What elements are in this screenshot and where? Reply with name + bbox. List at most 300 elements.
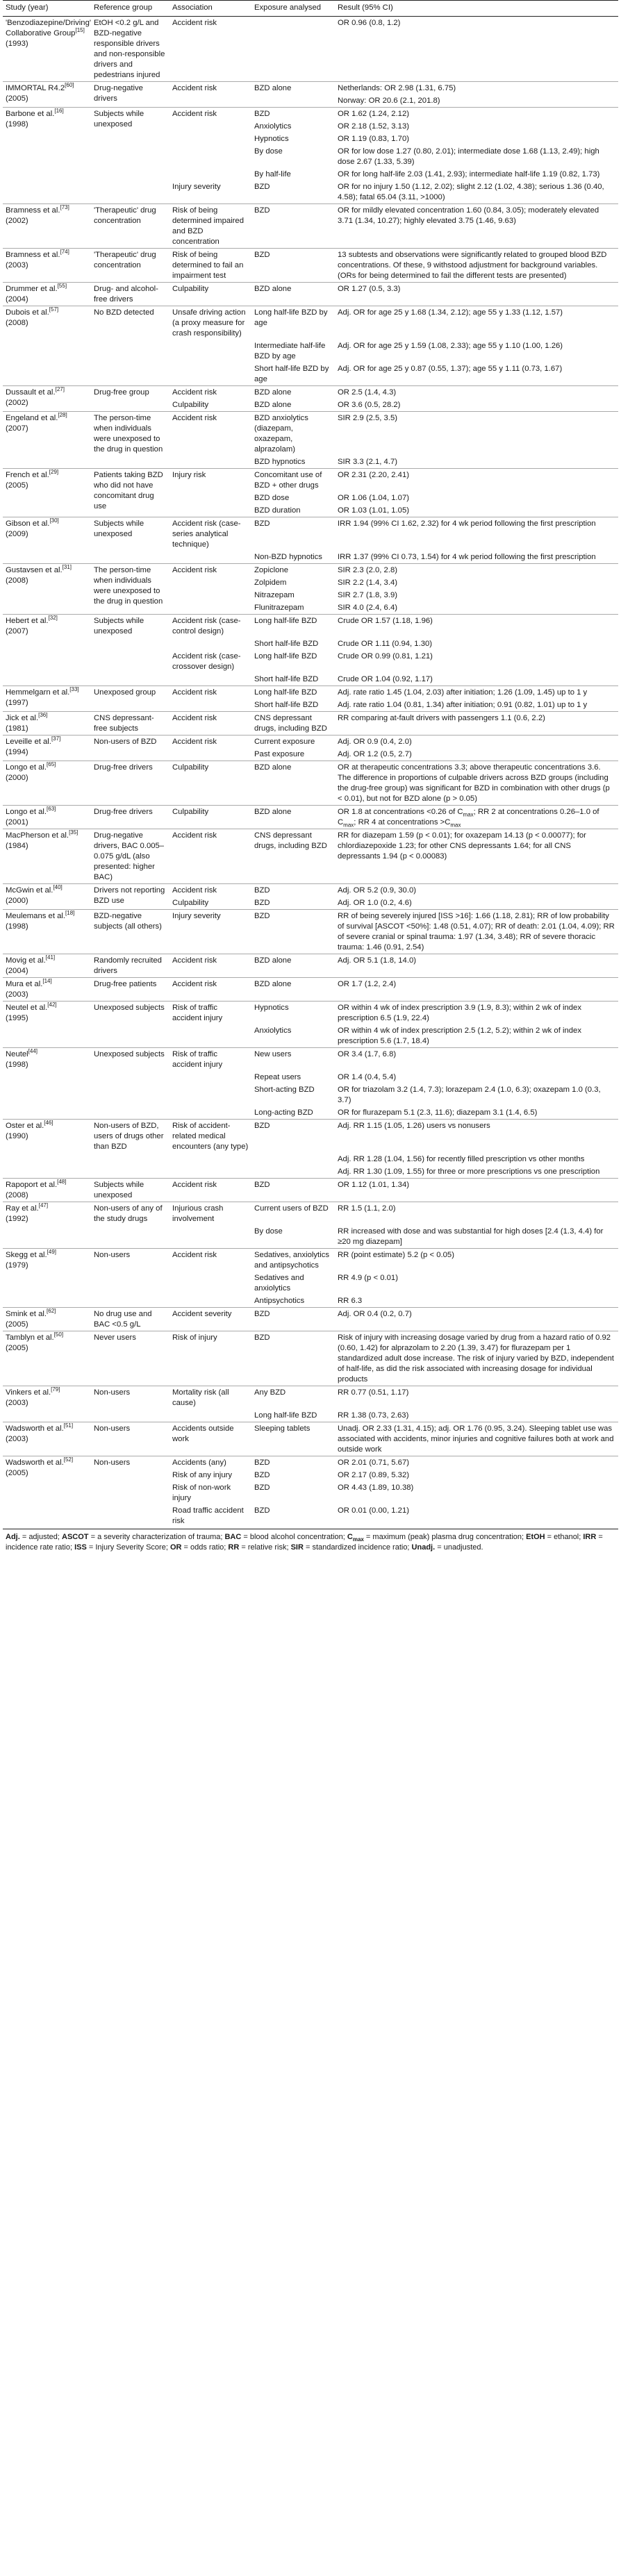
study-row xyxy=(3,17,618,82)
cell-study xyxy=(3,386,91,412)
cell-association: Accident risk xyxy=(169,1179,251,1202)
cell-exposure: Intermediate half-life BZD by age xyxy=(254,342,326,360)
study-row xyxy=(3,736,618,749)
cell-result: OR for no injury 1.50 (1.12, 2.02); slight 2.12 (1.02, 4.38); serious 1.36 (0.40, 4.58); fatal 65.04 (3.11, >1000) xyxy=(338,183,604,201)
study-row xyxy=(3,1308,618,1331)
study-name: Skegg et al. xyxy=(6,1251,47,1259)
study-row xyxy=(3,564,618,577)
cell-study xyxy=(3,564,91,615)
study-row xyxy=(3,283,618,306)
cell-exposure: Past exposure xyxy=(254,750,305,758)
study-name: Movig et al. xyxy=(6,956,46,965)
cell-result: Adj. OR for age 25 y 1.59 (1.08, 2.33); age 55 y 1.10 (1.00, 1.26) xyxy=(338,342,563,350)
cell-association xyxy=(169,1024,251,1048)
cell-association xyxy=(169,1225,251,1249)
cell-association xyxy=(169,1409,251,1422)
cell-result: OR within 4 wk of index prescription 3.9 (1.9, 8.3); within 2 wk of index prescription 6.5 (1.9, 22.4) xyxy=(335,1002,618,1025)
cell-exposure: Sedatives, anxiolytics and antipsychotics xyxy=(251,1249,335,1272)
cell-reference xyxy=(91,306,169,386)
cell-reference xyxy=(91,1179,169,1202)
cell-exposure: BZD xyxy=(251,910,335,954)
abbreviation: SIR xyxy=(290,1543,304,1552)
cell-exposure: Sedatives and anxiolytics xyxy=(254,1274,304,1293)
abbreviation-definition: = relative risk; xyxy=(239,1543,291,1552)
study-year: (1990) xyxy=(6,1132,28,1140)
study-ref: [65] xyxy=(47,761,56,768)
abbreviation-definition: = Injury Severity Score; xyxy=(86,1543,170,1552)
abbreviation: RR xyxy=(228,1543,240,1552)
cell-exposure: BZD hypnotics xyxy=(254,458,306,466)
cell-association xyxy=(169,1295,251,1308)
cell-study xyxy=(3,910,91,954)
cell-exposure: Long half-life BZD xyxy=(251,686,335,699)
cell-result: Netherlands: OR 2.98 (1.31, 6.75) xyxy=(335,82,618,95)
header-study: Study (year) xyxy=(3,1,91,17)
study-row xyxy=(3,910,618,954)
cell-exposure: BZD dose xyxy=(254,494,290,502)
study-year: (1981) xyxy=(6,724,28,733)
cell-study xyxy=(3,306,91,386)
study-ref: [74] xyxy=(60,249,69,256)
result-part: ; RR 2 at concentrations 0.26–1.0 of C xyxy=(338,808,599,826)
cell-association: Risk of accident-related medical encounters (any type) xyxy=(169,1120,251,1154)
cell-association: Culpability xyxy=(169,806,251,829)
study-ref: [48] xyxy=(57,1179,67,1186)
reference-group: Non-users of any of the study drugs xyxy=(94,1204,163,1223)
study-ref: [18] xyxy=(65,910,75,917)
cell-exposure: BZD xyxy=(251,1456,335,1470)
cell-result: Adj. RR 1.28 (1.04, 1.56) for recently filled prescription vs other months xyxy=(338,1155,585,1163)
abbreviation-definition: = a severity characterization of trauma; xyxy=(88,1533,225,1541)
study-row xyxy=(3,517,618,551)
cell-result: OR 1.7 (1.2, 2.4) xyxy=(335,978,618,1002)
reference-group: 'Therapeutic' drug concentration xyxy=(94,251,156,269)
study-row xyxy=(3,1456,618,1470)
study-ref: [35] xyxy=(69,829,78,836)
cell-result: OR 1.06 (1.04, 1.07) xyxy=(338,494,409,502)
reference-group: 'Therapeutic' drug concentration xyxy=(94,206,156,225)
study-name: Wadsworth et al. xyxy=(6,1459,64,1467)
study-ref: [16] xyxy=(54,108,64,115)
cell-association: Accident risk xyxy=(169,736,251,749)
header-reference-group: Reference group xyxy=(91,1,169,17)
study-row xyxy=(3,712,618,736)
cell-exposure: By half-life xyxy=(254,170,291,178)
result-part: ; RR 4 at concentrations >C xyxy=(354,818,451,826)
study-ref: [30] xyxy=(49,517,59,524)
cell-result: OR 2.17 (0.89, 5.32) xyxy=(338,1471,409,1479)
cell-result: RR increased with dose and was substantial for high doses [2.4 (1.3, 4.4) for ≥20 mg diazepam] xyxy=(338,1227,604,1246)
study-name: 'Benzodiazepine/Driving' Collaborative Group xyxy=(6,19,92,38)
study-row xyxy=(3,204,618,249)
cell-study xyxy=(3,1331,91,1386)
study-row xyxy=(3,686,618,699)
study-ref: [47] xyxy=(38,1202,49,1209)
cell-study xyxy=(3,517,91,564)
cell-association xyxy=(169,1153,251,1165)
cell-association: Culpability xyxy=(172,899,209,907)
cell-association xyxy=(169,1106,251,1120)
cell-study xyxy=(3,1179,91,1202)
reference-group: Drug-free drivers xyxy=(94,808,153,816)
cell-exposure: BZD xyxy=(254,1506,270,1515)
cell-association: Risk of any injury xyxy=(172,1471,233,1479)
cell-association xyxy=(169,1083,251,1106)
study-row xyxy=(3,249,618,283)
cell-result: RR 1.38 (0.73, 2.63) xyxy=(338,1411,409,1420)
study-year: (1992) xyxy=(6,1215,28,1223)
study-name: Gustavsen et al. xyxy=(6,566,63,574)
reference-group: No BZD detected xyxy=(94,308,154,317)
cell-association xyxy=(169,576,251,589)
study-year: (1979) xyxy=(6,1261,28,1270)
study-ref: [42] xyxy=(47,1002,57,1008)
study-ref: [41] xyxy=(45,954,56,961)
reference-group: The person-time when individuals were unexposed to the drug in question xyxy=(94,566,163,606)
cell-result: RR 0.77 (0.51, 1.17) xyxy=(335,1386,618,1410)
cell-result: OR 4.43 (1.89, 10.38) xyxy=(338,1484,414,1492)
cell-result: Adj. OR 5.1 (1.8, 14.0) xyxy=(335,954,618,978)
cell-exposure: BZD xyxy=(254,183,270,191)
table-footnote xyxy=(3,1529,618,1557)
study-name: Barbone et al. xyxy=(6,110,55,118)
study-ref: [33] xyxy=(69,686,79,693)
study-row xyxy=(3,978,618,1002)
study-row xyxy=(3,1386,618,1410)
study-name: MacPherson et al. xyxy=(6,831,69,840)
cell-association: Unsafe driving action (a proxy measure for crash responsibility) xyxy=(169,306,251,340)
cell-exposure: Short half-life BZD xyxy=(254,701,319,709)
study-ref: [37] xyxy=(51,736,61,742)
cell-result: OR for mildly elevated concentration 1.60 (0.84, 3.05); moderately elevated 3.71 (1.34, 10.27); highly elevated 3.75 (1.46, 9.63) xyxy=(335,204,618,249)
reference-group: Non-users xyxy=(94,1388,131,1397)
study-name: Jick et al. xyxy=(6,714,39,722)
study-year: (2004) xyxy=(6,967,28,975)
cell-result: Unadj. OR 2.33 (1.31, 4.15); adj. OR 1.76 (0.95, 3.24). Sleeping tablet use was associated with accidents, minor injuries and cognitive failures both at work and outside work xyxy=(335,1422,618,1456)
studies-table xyxy=(3,0,618,1527)
study-name: Wadsworth et al. xyxy=(6,1424,64,1433)
cell-association xyxy=(169,145,251,168)
cell-association: Risk of injury xyxy=(169,1331,251,1386)
study-row xyxy=(3,1120,618,1154)
cell-association xyxy=(169,168,251,181)
cell-association: Culpability xyxy=(169,761,251,806)
study-name: French et al. xyxy=(6,471,49,479)
cell-result: RR of being severely injured [ISS >16]: 1.66 (1.18, 2.81); RR of low probability of survival [ASCOT <50%]: 1.48 (0.51, 4.07); RR of death: 2.01 (1.04, 4.09); RR of severe cranial or spinal trauma: 1.97 (1.34, 3.48); RR of severe thoracic trauma: 1.46 (0.91, 2.54) xyxy=(335,910,618,954)
reference-group: Drug-negative drivers, BAC 0.005–0.075 g/dL (also presented: higher BAC) xyxy=(94,831,165,881)
cell-exposure: BZD xyxy=(251,1308,335,1331)
cell-exposure: Hypnotics xyxy=(251,1002,335,1025)
cell-result: Adj. OR for age 25 y 1.68 (1.34, 2.12); age 55 y 1.33 (1.12, 1.57) xyxy=(335,306,618,340)
cell-exposure: Anxiolytics xyxy=(254,122,292,131)
study-name: Hebert et al. xyxy=(6,617,49,625)
study-name: IMMORTAL R4.2 xyxy=(6,84,65,92)
study-name: Dubois et al. xyxy=(6,308,49,317)
study-ref: [40] xyxy=(53,884,63,891)
abbreviation: C xyxy=(347,1533,353,1541)
cell-reference xyxy=(91,204,169,249)
cell-exposure: BZD xyxy=(254,1484,270,1492)
study-row xyxy=(3,954,618,978)
cell-reference xyxy=(91,712,169,736)
cell-study xyxy=(3,736,91,761)
cell-result: OR 1.12 (1.01, 1.34) xyxy=(335,1179,618,1202)
cell-association xyxy=(169,120,251,133)
study-year: (2008) xyxy=(6,1191,28,1199)
cell-association: Accident severity xyxy=(169,1308,251,1331)
cell-reference xyxy=(91,884,169,910)
cell-result: SIR 2.2 (1.4, 3.4) xyxy=(338,579,398,587)
cell-reference xyxy=(91,1002,169,1048)
cell-study xyxy=(3,1422,91,1456)
reference-group: Non-users xyxy=(94,1424,131,1433)
study-name: Tamblyn et al. xyxy=(6,1333,54,1342)
study-year: (2001) xyxy=(6,818,28,826)
study-year: (2007) xyxy=(6,424,28,433)
cell-association xyxy=(169,601,251,615)
cell-study xyxy=(3,1120,91,1179)
abbreviation-definition: = blood alcohol concentration; xyxy=(241,1533,347,1541)
cell-reference xyxy=(91,108,169,204)
cell-exposure: BZD alone xyxy=(251,806,335,829)
study-ref: [62] xyxy=(47,1308,56,1315)
cell-reference xyxy=(91,386,169,412)
reference-group: Non-users of BZD xyxy=(94,738,157,746)
abbreviation: Adj. xyxy=(6,1533,20,1541)
cell-result: OR at therapeutic concentrations 3.3; above therapeutic concentrations 3.6. The difference in proportions of culpable drivers across BZD groups (including the drug-free group) was significant for BZD in combination with other drugs (p < 0.01), but not for BZD alone (p > 0.05) xyxy=(335,761,618,806)
study-name: Neutel et al. xyxy=(6,1004,48,1012)
cell-association: Accident risk xyxy=(169,564,251,577)
study-row xyxy=(3,1202,618,1226)
cell-result: SIR 2.3 (2.0, 2.8) xyxy=(335,564,618,577)
study-name: Oster et al. xyxy=(6,1122,44,1130)
cell-association: Accident risk xyxy=(169,712,251,736)
study-year: (1998) xyxy=(6,922,28,931)
cell-reference xyxy=(91,736,169,761)
cell-result: SIR 2.7 (1.8, 3.9) xyxy=(338,591,398,599)
study-name: Bramness et al. xyxy=(6,251,60,259)
reference-group: Drug- and alcohol-free drivers xyxy=(94,285,158,304)
reference-group: Non-users xyxy=(94,1251,131,1259)
cell-exposure: Current users of BZD xyxy=(251,1202,335,1226)
cell-result: Adj. OR for age 25 y 0.87 (0.55, 1.37); age 55 y 1.11 (0.73, 1.67) xyxy=(338,365,563,373)
cell-association xyxy=(169,363,251,386)
cell-exposure: Any BZD xyxy=(251,1386,335,1410)
reference-group: Subjects while unexposed xyxy=(94,520,144,538)
cell-exposure: Zopiclone xyxy=(251,564,335,577)
reference-group: EtOH <0.2 g/L and BZD-negative responsible drivers and non-responsible drivers and pedestrians injured xyxy=(94,19,165,79)
cell-result: OR for low dose 1.27 (0.80, 2.01); intermediate dose 1.68 (1.13, 2.49); high dose 2.67 (1.33, 5.39) xyxy=(338,147,599,166)
cell-exposure xyxy=(251,94,335,108)
cell-study xyxy=(3,829,91,884)
study-row xyxy=(3,761,618,806)
cell-exposure: Long-acting BZD xyxy=(254,1108,313,1117)
study-ref: [50] xyxy=(53,1331,64,1338)
reference-group: Unexposed subjects xyxy=(94,1050,165,1058)
cell-exposure xyxy=(251,1153,335,1165)
study-year: (1998) xyxy=(6,120,28,128)
cell-association xyxy=(169,504,251,517)
cell-result: OR for long half-life 2.03 (1.41, 2.93); intermediate half-life 1.19 (0.82, 1.73) xyxy=(338,170,600,178)
abbreviation: Unadj. xyxy=(411,1543,436,1552)
study-row xyxy=(3,82,618,95)
cell-association: Road traffic accident risk xyxy=(172,1506,244,1525)
cell-result: Adj. RR 1.30 (1.09, 1.55) for three or more prescriptions vs one prescription xyxy=(338,1167,600,1176)
cell-result: OR within 4 wk of index prescription 2.5 (1.2, 5.2); within 2 wk of index prescription 5.6 (1.7, 18.4) xyxy=(338,1027,581,1045)
abbreviation-definition: = incidence rate ratio; xyxy=(6,1533,603,1552)
cell-exposure: By dose xyxy=(254,147,283,156)
cell-exposure: Long half-life BZD xyxy=(254,652,317,660)
cell-exposure: New users xyxy=(251,1048,335,1072)
cell-study xyxy=(3,1048,91,1120)
study-ref: [79] xyxy=(51,1386,60,1393)
cell-reference xyxy=(91,806,169,829)
study-year: (2000) xyxy=(6,897,28,905)
cell-result: OR 1.4 (0.4, 5.4) xyxy=(338,1073,397,1081)
reference-group: Non-users of BZD, users of drugs other than BZD xyxy=(94,1122,164,1151)
result-part: OR 1.8 at concentrations <0.26 of C xyxy=(338,808,463,816)
cell-association: Accident risk (case-series analytical technique) xyxy=(169,517,251,551)
cell-exposure: BZD xyxy=(251,1331,335,1386)
cell-exposure: Short half-life BZD xyxy=(254,675,319,683)
cell-association xyxy=(169,340,251,363)
result-sub: max xyxy=(343,822,354,829)
cell-reference xyxy=(91,829,169,884)
cell-study xyxy=(3,884,91,910)
cell-result: Adj. OR 0.9 (0.4, 2.0) xyxy=(335,736,618,749)
cell-exposure xyxy=(251,17,335,82)
cell-result: Risk of injury with increasing dosage varied by drug from a hazard ratio of 0.92 (0.60, 1.42) for alprazolam to 2.20 (1.39, 3.47) for flurazepam per 1 standardized adult dose increase. The risk of injury varied by BZD, independent of half-life, as did the risk associated with increasing dosage for individual products xyxy=(335,1331,618,1386)
cell-association: Accident risk xyxy=(169,108,251,121)
cell-study xyxy=(3,469,91,517)
study-ref: [29] xyxy=(49,469,59,476)
study-name: Hemmelgarn et al. xyxy=(6,688,70,697)
cell-exposure: Current exposure xyxy=(251,736,335,749)
study-ref: [44] xyxy=(28,1048,38,1055)
reference-group: Drug-free group xyxy=(94,388,149,397)
study-name: Dussault et al. xyxy=(6,388,56,397)
study-row xyxy=(3,108,618,121)
cell-reference xyxy=(91,954,169,978)
study-row xyxy=(3,469,618,492)
study-year: (2008) xyxy=(6,319,28,327)
cell-association xyxy=(169,1165,251,1179)
cell-exposure: BZD xyxy=(251,884,335,897)
cell-association: Accident risk xyxy=(169,954,251,978)
reference-group: Never users xyxy=(94,1333,136,1342)
reference-group: Unexposed subjects xyxy=(94,1004,165,1012)
cell-result: Crude OR 1.11 (0.94, 1.30) xyxy=(338,640,433,648)
cell-result: RR 1.5 (1.1, 2.0) xyxy=(335,1202,618,1226)
cell-association xyxy=(169,551,251,564)
cell-exposure: By dose xyxy=(254,1227,283,1236)
cell-exposure: BZD xyxy=(254,1471,270,1479)
cell-study xyxy=(3,17,91,82)
reference-group: Drivers not reporting BZD use xyxy=(94,886,165,905)
table-body xyxy=(3,17,618,1528)
cell-result: OR for flurazepam 5.1 (2.3, 11.6); diazepam 3.1 (1.4, 6.5) xyxy=(338,1108,538,1117)
cell-result: RR (point estimate) 5.2 (p < 0.05) xyxy=(335,1249,618,1272)
reference-group: Unexposed group xyxy=(94,688,156,697)
cell-association xyxy=(169,638,251,650)
cell-reference xyxy=(91,412,169,469)
cell-reference xyxy=(91,17,169,82)
cell-result: 13 subtests and observations were significantly related to grouped blood BZD concentrations. Of these, 9 withstood adjustment for background variables. (ORs for being determined to fail the different tests are presented) xyxy=(335,249,618,283)
cell-result: RR 6.3 xyxy=(338,1297,363,1305)
result-sub: max xyxy=(450,822,461,829)
cell-association: Accident risk (case-crossover design) xyxy=(172,652,241,671)
study-year: (1995) xyxy=(6,1014,28,1022)
cell-study xyxy=(3,283,91,306)
cell-result: SIR 2.9 (2.5, 3.5) xyxy=(335,412,618,456)
study-ref: [15] xyxy=(75,27,85,34)
cell-study xyxy=(3,615,91,686)
study-ref: [28] xyxy=(58,412,67,419)
study-row xyxy=(3,1002,618,1025)
cell-reference xyxy=(91,686,169,712)
study-name: Bramness et al. xyxy=(6,206,60,215)
study-year: (2003) xyxy=(6,1435,28,1443)
study-ref: [32] xyxy=(48,615,58,622)
study-ref: [52] xyxy=(63,1456,74,1463)
cell-exposure: Concomitant use of BZD + other drugs xyxy=(251,469,335,492)
cell-study xyxy=(3,1202,91,1249)
cell-reference xyxy=(91,1202,169,1249)
cell-result: Adj. OR 5.2 (0.9, 30.0) xyxy=(335,884,618,897)
cell-reference xyxy=(91,82,169,108)
study-ref: [49] xyxy=(47,1249,57,1256)
cell-study xyxy=(3,1002,91,1048)
study-ref: [57] xyxy=(49,306,59,313)
cell-exposure: BZD xyxy=(251,249,335,283)
abbreviation: BAC xyxy=(224,1533,242,1541)
cell-result: OR 1.03 (1.01, 1.05) xyxy=(338,506,409,515)
cell-exposure: CNS depressant drugs, including BZD xyxy=(251,712,335,736)
study-year: (2005) xyxy=(6,1320,28,1329)
cell-result: OR 1.19 (0.83, 1.70) xyxy=(338,135,409,143)
cell-result: OR 1.62 (1.24, 2.12) xyxy=(335,108,618,121)
cell-result: Crude OR 0.99 (0.81, 1.21) xyxy=(338,652,433,660)
study-row xyxy=(3,615,618,638)
study-name: McGwin et al. xyxy=(6,886,53,895)
cell-reference xyxy=(91,283,169,306)
cell-exposure: BZD alone xyxy=(251,82,335,95)
study-year: (2005) xyxy=(6,1344,28,1352)
cell-study xyxy=(3,761,91,806)
cell-association: Accident risk xyxy=(169,978,251,1002)
study-name: Leveille et al. xyxy=(6,738,51,746)
cell-exposure: Nitrazepam xyxy=(254,591,295,599)
cell-result: OR 0.01 (0.00, 1.21) xyxy=(338,1506,409,1515)
study-name: Vinkers et al. xyxy=(6,1388,51,1397)
cell-association: Injurious crash involvement xyxy=(169,1202,251,1226)
cell-exposure: Long half-life BZD by age xyxy=(251,306,335,340)
cell-exposure: BZD alone xyxy=(251,761,335,806)
cell-association xyxy=(169,1071,251,1083)
cell-association: Accidents (any) xyxy=(169,1456,251,1470)
cell-reference xyxy=(91,517,169,564)
header-association: Association xyxy=(169,1,251,17)
cell-exposure: Short half-life BZD by age xyxy=(254,365,329,383)
cell-result: OR 2.01 (0.71, 5.67) xyxy=(335,1456,618,1470)
study-row xyxy=(3,829,618,884)
cell-exposure: BZD anxiolytics (diazepam, oxazepam, alprazolam) xyxy=(251,412,335,456)
cell-association: Mortality risk (all cause) xyxy=(169,1386,251,1410)
cell-study xyxy=(3,1386,91,1422)
cell-association: Injury risk xyxy=(169,469,251,492)
cell-result: SIR 3.3 (2.1, 4.7) xyxy=(338,458,398,466)
cell-study xyxy=(3,954,91,978)
